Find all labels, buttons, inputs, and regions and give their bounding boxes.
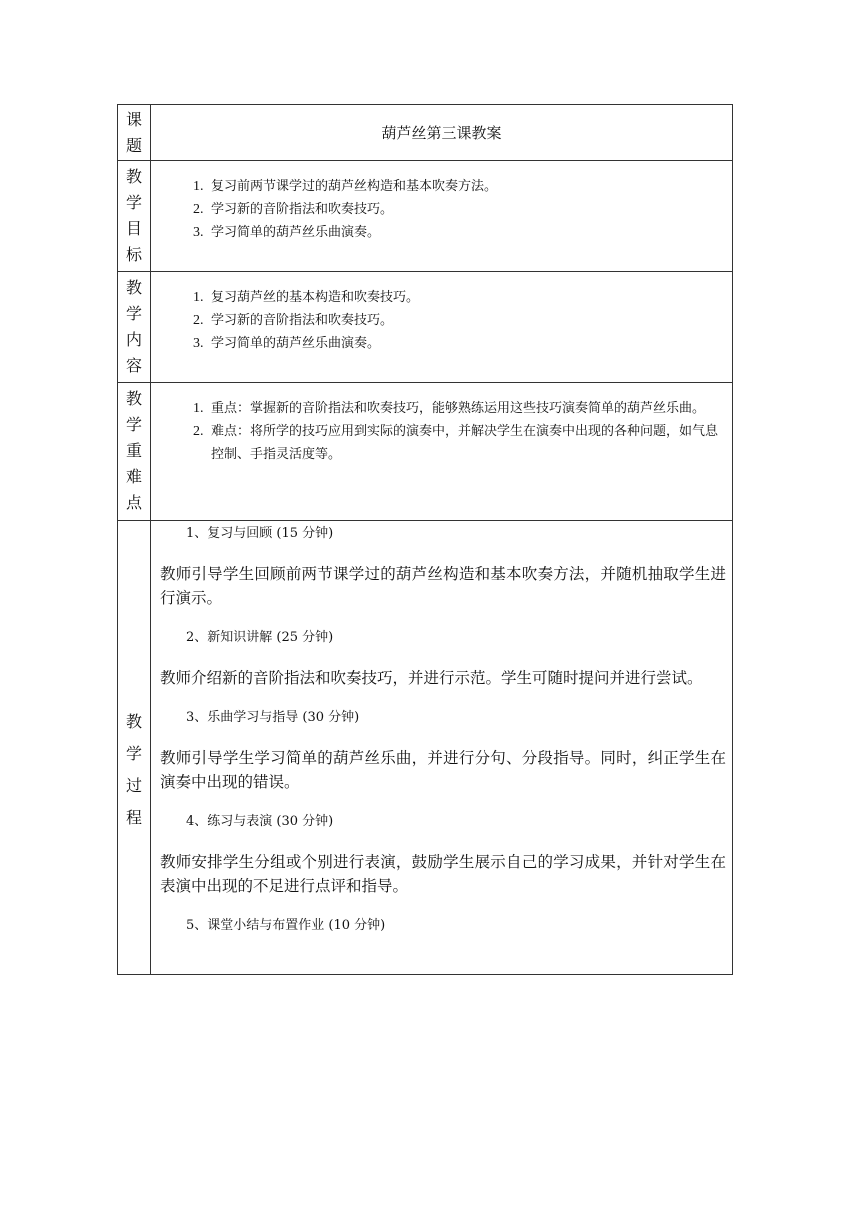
goal-item: 3. 学习简单的葫芦丝乐曲演奏。 xyxy=(207,221,722,244)
process-section-body: 教师引导学生回顾前两节课学过的葫芦丝构造和基本吹奏方法，并随机抽取学生进行演示。 xyxy=(160,565,726,607)
content-label-char: 教 xyxy=(125,278,142,297)
process-label-char: 教 xyxy=(125,711,142,731)
process-label-char: 过 xyxy=(125,775,142,795)
process-section-heading: 1、复习与回顾 (15 分钟) xyxy=(186,526,334,541)
title-label-char: 课 xyxy=(125,110,142,129)
content-list xyxy=(151,272,732,365)
process-section-body: 教师引导学生学习简单的葫芦丝乐曲，并进行分句、分段指导。同时，纠正学生在演奏中出现的错误。 xyxy=(160,749,726,791)
process-section-heading: 4、练习与表演 (30 分钟) xyxy=(186,814,334,829)
lesson-plan-table xyxy=(117,104,733,975)
key-points-label-char: 重 xyxy=(125,441,142,460)
content-label-char: 容 xyxy=(125,356,142,375)
content-item: 3. 学习简单的葫芦丝乐曲演奏。 xyxy=(207,332,722,355)
key-points-label-char: 学 xyxy=(125,415,142,434)
goals-row xyxy=(118,161,733,272)
goals-list xyxy=(151,161,732,254)
key-points-label-char: 教 xyxy=(125,389,142,408)
goals-label-char: 教 xyxy=(125,167,142,186)
process-section-body: 教师介绍新的音阶指法和吹奏技巧，并进行示范。学生可随时提问并进行尝试。 xyxy=(160,669,703,687)
process-section-heading: 5、课堂小结与布置作业 (10 分钟) xyxy=(186,918,386,933)
process-row xyxy=(118,521,733,975)
goals-label-char: 学 xyxy=(125,193,142,212)
content-item: 2. 学习新的音阶指法和吹奏技巧。 xyxy=(207,309,722,332)
title-label-cell xyxy=(118,105,151,161)
process-section-heading: 3、乐曲学习与指导 (30 分钟) xyxy=(186,710,360,725)
process-sections xyxy=(151,524,732,942)
key-point-item: 1. 重点：掌握新的音阶指法和吹奏技巧，能够熟练运用这些技巧演奏简单的葫芦丝乐曲。 xyxy=(207,397,722,420)
key-points-label-char: 点 xyxy=(125,493,142,512)
process-label-cell xyxy=(118,521,151,975)
goals-label-cell xyxy=(118,161,151,272)
content-label-cell xyxy=(118,272,151,383)
goal-item: 2. 学习新的音阶指法和吹奏技巧。 xyxy=(207,198,722,221)
goal-item: 1. 复习前两节课学过的葫芦丝构造和基本吹奏方法。 xyxy=(207,175,722,198)
content-label-char: 内 xyxy=(125,330,142,349)
goals-label-char: 标 xyxy=(125,245,142,264)
process-section-body: 教师安排学生分组或个别进行表演，鼓励学生展示自己的学习成果，并针对学生在表演中出现的不足进行点评和指导。 xyxy=(160,853,726,895)
content-label-char: 学 xyxy=(125,304,142,323)
goals-label-char: 目 xyxy=(125,219,142,238)
title-row xyxy=(118,105,733,161)
goals-cell xyxy=(151,161,733,272)
key-points-label-char: 难 xyxy=(125,467,142,486)
process-section-heading: 2、新知识讲解 (25 分钟) xyxy=(186,630,334,645)
process-label-char: 程 xyxy=(125,807,142,827)
key-points-cell xyxy=(151,383,733,521)
process-cell xyxy=(151,521,733,975)
title-label-char: 题 xyxy=(125,136,142,155)
lesson-title: 葫芦丝第三课教案 xyxy=(151,105,733,161)
key-point-item: 2. 难点：将所学的技巧应用到实际的演奏中，并解决学生在演奏中出现的各种问题，如气息控制、手指灵活度等。 xyxy=(207,420,722,466)
content-item: 1. 复习葫芦丝的基本构造和吹奏技巧。 xyxy=(207,286,722,309)
key-points-row xyxy=(118,383,733,521)
process-label-char: 学 xyxy=(125,743,142,763)
key-points-label-cell xyxy=(118,383,151,521)
content-row xyxy=(118,272,733,383)
content-cell xyxy=(151,272,733,383)
key-points-list xyxy=(151,383,732,476)
